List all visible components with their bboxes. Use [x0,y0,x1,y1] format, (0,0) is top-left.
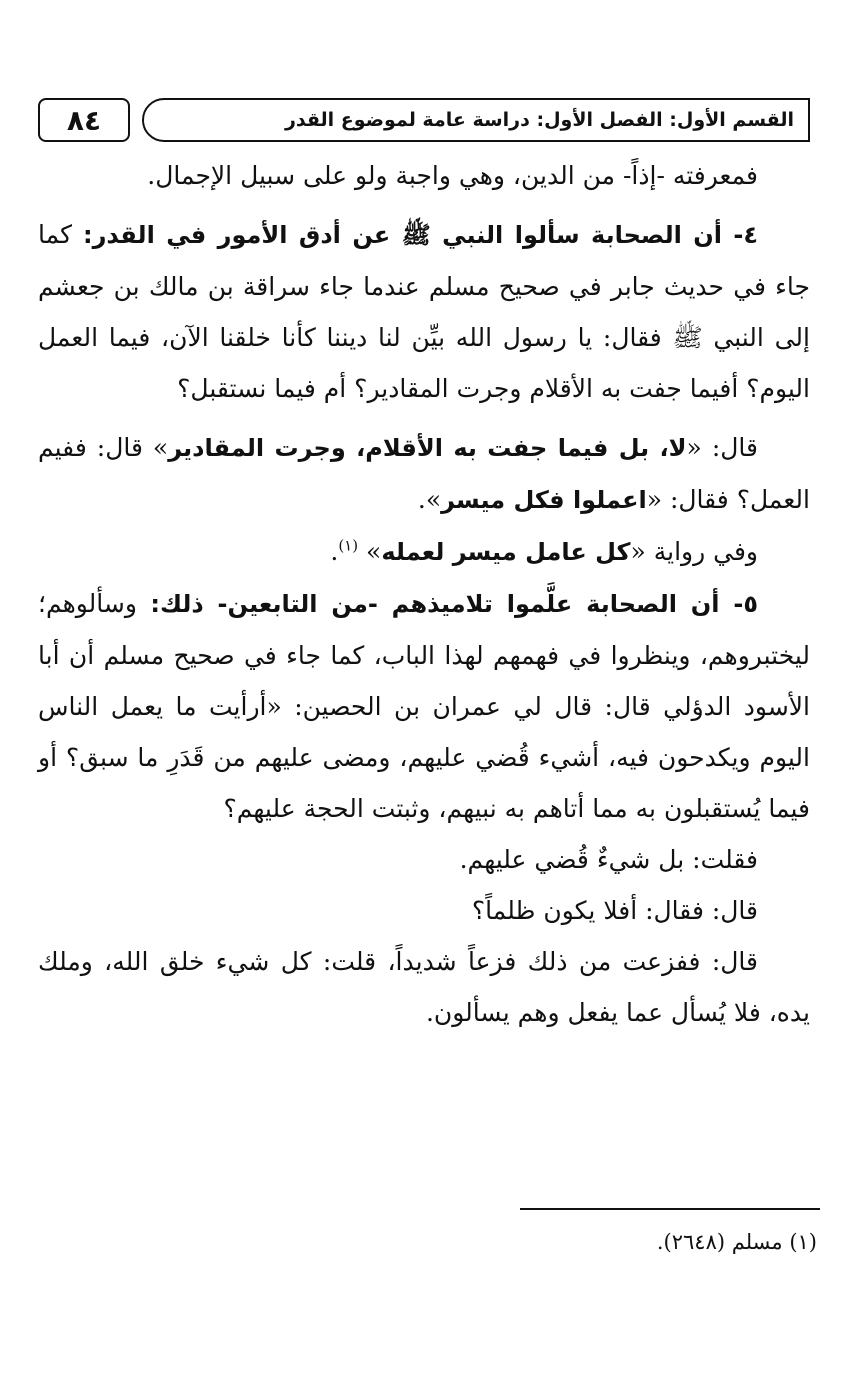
paragraph-2-text: كما جاء في حديث جابر في صحيح مسلم عندما جاء سراقة بن مالك بن جعشم إلى النبي ﷺ فقال: يا رسول الله بيِّن لنا ديننا كأنا خلقنا الآن، فيما العمل اليوم؟ أفيما جفت به الأقلام وجرت المقادير؟ أم فيما نستقبل؟ [38,220,810,403]
paragraph-7-text: قال: فقال: أفلا يكون ظلماً؟ [471,896,758,925]
paragraph-3 [38,422,810,526]
p3-part-c: ». [417,485,442,514]
hadith-quote-1: لا، بل فيما جفت به الأقلام، وجرت المقادير [168,434,687,462]
paragraph-5 [38,578,810,834]
paragraph-4 [38,526,810,578]
p4-part-a: وفي رواية « [630,537,758,566]
paragraph-2 [38,209,810,414]
p3-part-b: » قال: ففيم العمل؟ فقال: « [38,433,810,514]
paragraph-6-text: فقلت: بل شيءٌ قُضي عليهم. [459,845,758,874]
paragraph-5-text: وسألوهم؛ ليختبروهم، وينظروا في فهمهم لهذا الباب، كما جاء في صحيح مسلم أن أبا الأسود الدؤلي قال: قال لي عمران بن الحصين: «أرأيت ما يعمل الناس اليوم ويكدحون فيه، أشيء قُضي عليهم، ومضى عليهم من قَدَرِ ما سبق؟ أو فيما يُستقبلون به مما أتاهم به نبيهم، وثبتت الحجة عليهم؟ [38,589,810,823]
footnote [417,1226,817,1258]
hadith-quote-3: كل عامل ميسر لعمله [381,538,631,566]
paragraph-1-text: فمعرفته -إذاً- من الدين، وهي واجبة ولو على سبيل الإجمال. [147,161,758,190]
paragraph-8 [38,936,810,1038]
p4-part-b: » [366,537,382,566]
paragraph-1 [38,150,810,201]
footnote-reference: (١) [338,536,359,555]
page-header [38,98,810,146]
paragraph-6 [38,834,810,885]
running-title: القسم الأول: الفصل الأول: دراسة عامة لموضوع القدر [284,109,794,131]
p4-part-c: . [330,537,339,566]
paragraph-7 [38,885,810,936]
point-4-heading: ٤- أن الصحابة سألوا النبي ﷺ عن أدق الأمور في القدر: [83,221,758,249]
page-body [38,150,810,1038]
page-number: ٨٤ [66,103,102,137]
page-number-box [38,98,130,142]
paragraph-8-text: قال: ففزعت من ذلك فزعاً شديداً، قلت: كل شيء خلق الله، وملك يده، فلا يُسأل عما يفعل وهم يسألون. [38,947,810,1027]
footnote-divider [520,1208,820,1210]
p3-part-a: قال: « [686,433,758,462]
hadith-quote-2: اعملوا فكل ميسر [441,486,647,514]
running-title-box [142,98,810,142]
point-5-heading: ٥- أن الصحابة علَّموا تلاميذهم -من التابعين- ذلك: [150,590,759,618]
footnote-text: (١) مسلم (٢٦٤٨). [656,1230,817,1254]
